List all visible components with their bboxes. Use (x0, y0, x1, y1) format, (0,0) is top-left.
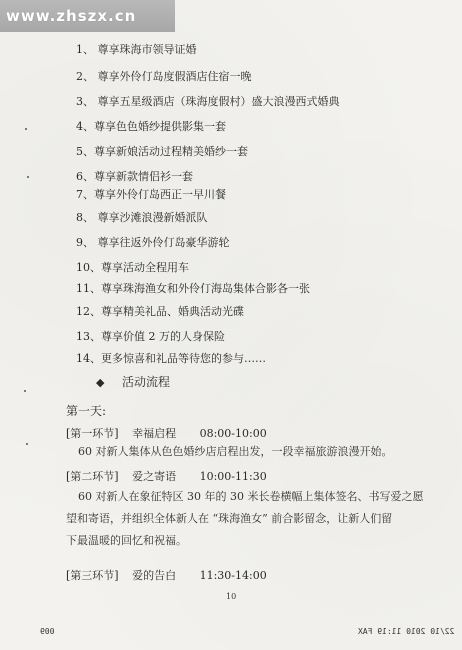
step-time: 11:30-14:00 (199, 569, 267, 582)
step-label: [第一环节] (66, 427, 119, 440)
list-item: 9、 尊享往返外伶仃岛豪华游轮 (76, 236, 230, 249)
fax-page-mirrored: 009 (40, 627, 55, 636)
fax-header-mirrored: 22/10 2010 11:19 FAX (357, 627, 454, 636)
scan-speck (27, 176, 29, 178)
list-item: 7、尊享外伶仃岛西正一早川餐 (76, 188, 226, 201)
scan-speck (26, 443, 28, 445)
list-item: 2、 尊享外伶仃岛度假酒店住宿一晚 (76, 70, 252, 83)
paragraph-line: 下最温暖的回忆和祝福。 (66, 534, 187, 547)
page-number: 10 (226, 592, 237, 601)
paragraph-line: 60 对新人在象征特区 30 年的 30 米长卷横幅上集体签名、书写爱之愿 (78, 490, 424, 503)
scan-speck (24, 390, 26, 392)
watermark-text: www.zhszx.cn (6, 7, 137, 25)
step-time: 08:00-10:00 (199, 427, 267, 440)
list-item: 11、尊享珠海渔女和外伶仃海岛集体合影各一张 (76, 282, 310, 295)
step-name: 爱之寄语 (132, 470, 177, 483)
diamond-bullet-icon: ◆ (96, 376, 105, 389)
step-label: [第三环节] (66, 569, 119, 582)
list-item: 10、尊享活动全程用车 (76, 261, 189, 274)
step-heading (66, 567, 267, 583)
list-item: 4、尊享色色婚纱提供影集一套 (76, 120, 226, 133)
step-heading (66, 425, 267, 441)
list-item: 5、尊享新娘活动过程精美婚纱一套 (76, 145, 248, 158)
step-label: [第二环节] (66, 470, 119, 483)
watermark-banner (0, 0, 175, 32)
list-item: 1、 尊享珠海市领导证婚 (76, 43, 197, 56)
step-name: 幸福启程 (132, 427, 177, 440)
list-item: 12、尊享精美礼品、婚典活动光碟 (76, 305, 244, 318)
list-item: 8、 尊享沙滩浪漫新婚派队 (76, 211, 208, 224)
section-title: 活动流程 (122, 375, 171, 389)
scan-speck (25, 128, 27, 130)
list-item: 3、 尊享五星级酒店（珠海度假村）盛大浪漫西式婚典 (76, 95, 340, 108)
step-name: 爱的告白 (132, 569, 177, 582)
step-heading (66, 468, 267, 484)
list-item: 6、尊享新款情侣衫一套 (76, 170, 193, 183)
paragraph-line: 60 对新人集体从色色婚纱店启程出发，一段幸福旅游浪漫开始。 (78, 445, 393, 458)
paragraph-line: 望和寄语，并组织全体新人在 “珠海渔女” 前合影留念，让新人们留 (66, 512, 393, 525)
list-item: 14、更多惊喜和礼品等待您的参与…… (76, 352, 266, 365)
day-title: 第一天: (66, 404, 107, 418)
step-time: 10:00-11:30 (199, 470, 267, 483)
list-item: 13、尊享价值 2 万的人身保险 (76, 330, 225, 343)
